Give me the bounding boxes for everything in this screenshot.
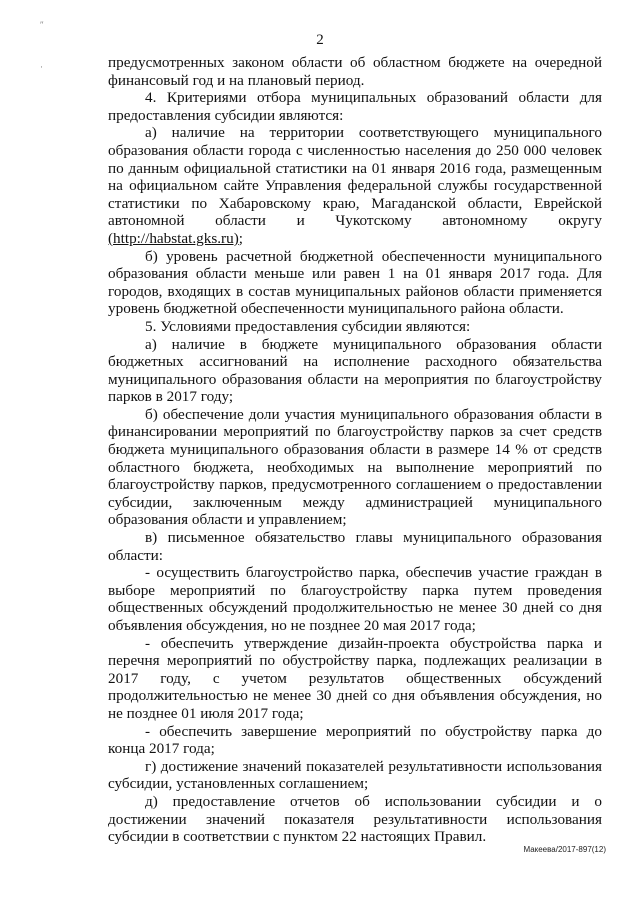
paragraph-5-conditions: 5. Условиями предоставления субсидии являются: — [145, 317, 471, 335]
paragraph-4-selection-criteria: 4. Критериями отбора муниципальных образований области для предоставления субсидии являются: — [108, 89, 602, 124]
paragraph-4a-population-criterion — [108, 124, 602, 247]
list-item-park-improvement: - осуществить благоустройство парка, обеспечив участие граждан в выборе мероприятий по благоустройству парка путем проведения общественных обсуждений продолжительностью не менее 30 дней со дня объявления обсуждения, но не позднее 20 мая 2017 года; — [108, 564, 602, 634]
document-reference-code: Макеева/2017-897(12) — [523, 845, 606, 854]
paragraph-5a-budget-allocations: а) наличие в бюджете муниципального образования области бюджетных ассигнований на исполнение расходного обязательства муниципального образования области на мероприятия по благоустройству парков в 2017 году; — [108, 335, 602, 406]
margin-mark: · — [40, 62, 43, 72]
margin-mark: ″ — [40, 20, 44, 30]
list-item-design-project-approval: - обеспечить утверждение дизайн-проекта обустройства парка и перечня мероприятий по обустройству парка, подлежащих реализации в 2017 году, с учетом результатов общественных обсуждений продолжительностью не менее 30 дней со дня объявления обсуждения, но не позднее 01 июля 2017 года; — [108, 634, 602, 722]
paragraph-5g-performance-indicators: г) достижение значений показателей результативности использования субсидии, установленных соглашением; — [108, 757, 602, 793]
paragraph-4a-text: а) наличие на территории соответствующего муниципального образования области города с численностью населения до 250 000 человек по данным официальной статистики на 01 января 2016 года, размещенным на официальном сайте Управления федеральной службы государственной статистики по Хабаровскому краю, Магаданской области, Еврейской автономной области и Чукотскому автономному округу — [108, 124, 602, 230]
list-item-completion-deadline: - обеспечить завершение мероприятий по обустройству парка до конца 2017 года; — [108, 722, 602, 758]
page-number: 2 — [316, 32, 324, 48]
paragraph-4a-end: ; — [238, 229, 243, 247]
paragraph-5b-cofinancing-share: б) обеспечение доли участия муниципального образования области в финансировании мероприятий по благоустройству парков за счет средств бюджета муниципального образования области в размере 14 % от средств областного бюджета, необходимых на выполнение мероприятий по благоустройству парков, предусмотренного соглашением о предоставлении субсидии, заключенным между администрацией муниципального образования области и управлением; — [108, 405, 602, 529]
paragraph-4b-budget-sufficiency: б) уровень расчетной бюджетной обеспеченности муниципального образования области меньше или равен 1 на 01 января 2017 года. Для городов, входящих в состав муниципальных районов области применяется уровень бюджетной обеспеченности муниципального района области. — [108, 247, 602, 318]
document-body — [108, 54, 602, 846]
paragraph-5d-reporting: д) предоставление отчетов об использовании субсидии и о достижении значений показателя результативности использования субсидии в соответствии с пунктом 22 настоящих Правил. — [108, 792, 602, 846]
paragraph-5v-written-commitment: в) письменное обязательство главы муниципального образования области: — [108, 529, 602, 564]
paragraph-budget-law-continuation: предусмотренных законом области об областном бюджете на очередной финансовый год и на плановый период. — [108, 54, 602, 89]
habstat-link[interactable]: (http://habstat.gks.ru) — [108, 229, 239, 247]
